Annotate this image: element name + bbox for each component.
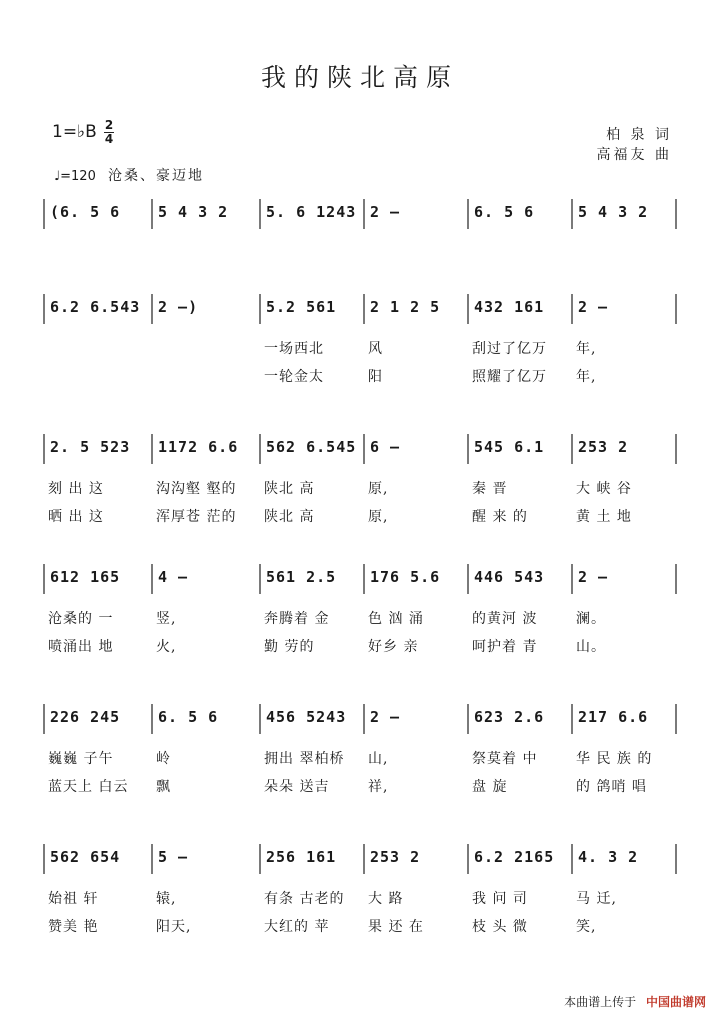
lyric-text: 风 <box>368 341 383 357</box>
lyric-text: 色 汹 涌 <box>368 611 424 627</box>
lyric-text: 大 路 <box>368 891 404 907</box>
tempo-value: ♩=120 <box>54 169 96 184</box>
measure: 2. 5 523 <box>50 438 131 456</box>
measure: 2 – <box>370 203 401 221</box>
lyric-text: 飘 <box>156 779 171 795</box>
measure: (6. 5 6 <box>50 203 121 221</box>
lyric-text: 蓝天上 白云 <box>48 779 129 795</box>
lyric-text: 我 问 司 <box>472 891 528 907</box>
lyric-text: 沧桑的 一 <box>48 611 114 627</box>
lyric-text: 拥出 翠柏桥 <box>264 751 345 767</box>
measure: 2 – <box>578 568 609 586</box>
lyric-text: 赞美 艳 <box>48 919 99 935</box>
measure: 6 – <box>370 438 401 456</box>
measure: 4. 3 2 <box>578 848 639 866</box>
measure: 176 5.6 <box>370 568 441 586</box>
lyricist-credit: 柏 泉 词 <box>606 127 672 143</box>
measure: 5.2 561 <box>266 298 337 316</box>
lyric-text: 好乡 亲 <box>368 639 419 655</box>
lyric-text: 华 民 族 的 <box>576 751 653 767</box>
measure: 6. 5 6 <box>474 203 535 221</box>
lyric-text: 原, <box>368 481 389 497</box>
lyric-text: 年, <box>576 341 597 357</box>
measure: 256 161 <box>266 848 337 866</box>
measure: 446 543 <box>474 568 545 586</box>
measure: 562 6.545 <box>266 438 357 456</box>
lyric-text: 果 还 在 <box>368 919 424 935</box>
lyric-text: 火, <box>156 639 177 655</box>
lyric-text: 的 鸽哨 唱 <box>576 779 647 795</box>
lyric-text: 祥, <box>368 779 389 795</box>
lyric-text: 枝 头 微 <box>472 919 528 935</box>
lyric-text: 原, <box>368 509 389 525</box>
measure: 226 245 <box>50 708 121 726</box>
lyric-text: 山。 <box>576 639 606 655</box>
lyric-text: 陕北 高 <box>264 509 315 525</box>
lyric-text: 浑厚苍 茫的 <box>156 509 237 525</box>
measure: 456 5243 <box>266 708 347 726</box>
meter-top: 2 <box>104 118 114 132</box>
lyric-text: 黄 土 地 <box>576 509 632 525</box>
site-logo: 中国曲谱网 <box>645 995 706 1009</box>
lyric-text: 喷涌出 地 <box>48 639 114 655</box>
lyric-text: 笑, <box>576 919 597 935</box>
measure: 217 6.6 <box>578 708 649 726</box>
lyric-text: 勤 劳的 <box>264 639 315 655</box>
lyric-text: 沟沟壑 壑的 <box>156 481 237 497</box>
lyric-text: 朵朵 送吉 <box>264 779 330 795</box>
expression-marking: 沧桑、豪迈地 <box>107 168 204 184</box>
measure: 561 2.5 <box>266 568 337 586</box>
lyric-text: 刻 出 这 <box>48 481 104 497</box>
footer <box>564 993 706 1010</box>
lyric-text: 阳 <box>368 369 383 385</box>
measure: 612 165 <box>50 568 121 586</box>
measure: 623 2.6 <box>474 708 545 726</box>
measure: 5. 6 1243 <box>266 203 357 221</box>
measure: 6.2 6.543 <box>50 298 141 316</box>
lyric-text: 大红的 苹 <box>264 919 330 935</box>
composer-credit: 高福友 曲 <box>596 147 672 163</box>
measure: 562 654 <box>50 848 121 866</box>
measure: 545 6.1 <box>474 438 545 456</box>
lyric-text: 有条 古老的 <box>264 891 345 907</box>
lyric-text: 澜。 <box>576 611 606 627</box>
measure: 432 161 <box>474 298 545 316</box>
measure: 1172 6.6 <box>158 438 239 456</box>
song-title: 我的陕北高原 <box>260 63 459 92</box>
lyric-text: 晒 出 这 <box>48 509 104 525</box>
lyric-text: 陕北 高 <box>264 481 315 497</box>
measure: 253 2 <box>578 438 629 456</box>
tempo-marking <box>54 165 204 185</box>
measure: 2 1 2 5 <box>370 298 441 316</box>
key-signature: 1=♭B <box>52 122 97 142</box>
lyric-text: 照耀了亿万 <box>472 369 547 385</box>
measure: 2 – <box>578 298 609 316</box>
time-signature <box>104 120 114 145</box>
measure: 2 – <box>370 708 401 726</box>
lyric-text: 辕, <box>156 891 177 907</box>
lyric-text: 醒 来 的 <box>472 509 528 525</box>
measure: 6. 5 6 <box>158 708 219 726</box>
lyric-text: 秦 晋 <box>472 481 508 497</box>
lyric-text: 巍巍 子午 <box>48 751 114 767</box>
measure: 5 – <box>158 848 189 866</box>
measure: 253 2 <box>370 848 421 866</box>
lyric-text: 阳天, <box>156 919 192 935</box>
footer-text: 本曲谱上传于 <box>564 995 637 1009</box>
lyric-text: 大 峡 谷 <box>576 481 632 497</box>
lyric-text: 呵护着 青 <box>472 639 538 655</box>
measure: 5 4 3 2 <box>578 203 649 221</box>
lyric-text: 竖, <box>156 611 177 627</box>
meter-bottom: 4 <box>104 132 114 146</box>
lyric-text: 奔腾着 金 <box>264 611 330 627</box>
measure: 4 – <box>158 568 189 586</box>
lyric-text: 的黄河 波 <box>472 611 538 627</box>
lyric-text: 祭莫着 中 <box>472 751 538 767</box>
measure: 5 4 3 2 <box>158 203 229 221</box>
lyric-text: 始祖 轩 <box>48 891 99 907</box>
lyric-text: 一轮金太 <box>264 369 324 385</box>
lyric-text: 一场西北 <box>264 341 324 357</box>
lyric-text: 盘 旋 <box>472 779 508 795</box>
lyric-text: 山, <box>368 751 389 767</box>
lyric-text: 马 迁, <box>576 891 617 907</box>
lyric-text: 刮过了亿万 <box>472 341 547 357</box>
lyric-text: 年, <box>576 369 597 385</box>
measure: 2 –) <box>158 298 199 316</box>
measure: 6.2 2165 <box>474 848 555 866</box>
lyric-text: 岭 <box>156 751 171 767</box>
